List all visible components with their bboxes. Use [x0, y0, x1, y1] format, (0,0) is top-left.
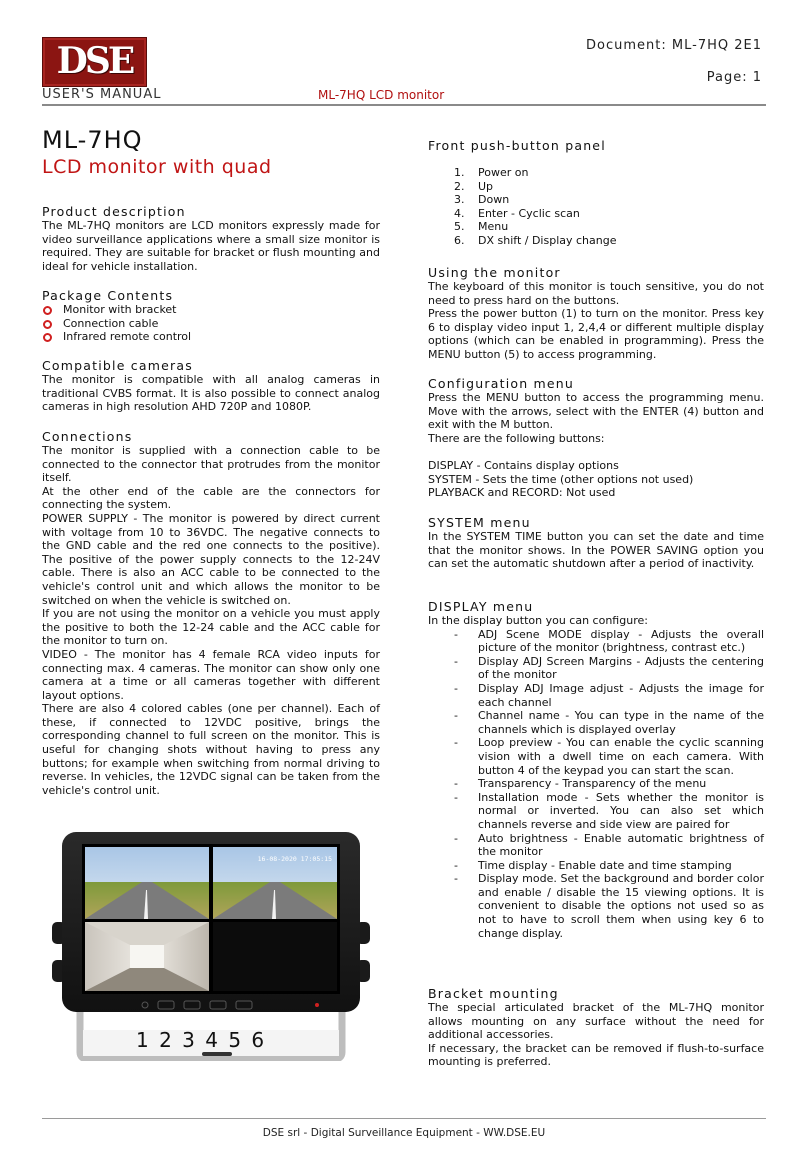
package-contents-heading: Package Contents: [42, 288, 174, 303]
connections-paragraph: At the other end of the cable are the connectors for connecting the system.: [42, 484, 380, 512]
bracket-slot: [202, 1052, 232, 1056]
using-monitor-heading: Using the monitor: [428, 265, 561, 280]
compatible-cameras-section: [42, 358, 380, 414]
list-item: - ADJ Scene MODE display - Adjusts the overall picture of the monitor (brightness, contrast etc.): [454, 627, 764, 655]
bracket-section: [428, 986, 764, 1069]
list-item: - Display mode. Set the background and border color and enable / disable the 15 viewing options. It is convenient to disable the options not used so as not to have to scroll them when using key 6 to change display.: [454, 872, 764, 940]
config-menu-section: [428, 376, 764, 500]
users-manual-label: USER'S MANUAL: [42, 87, 162, 102]
power-led-icon: [315, 1003, 319, 1007]
header-product: ML-7HQ LCD monitor: [318, 88, 445, 102]
list-item: 1. Power on: [454, 166, 529, 179]
list-item: - Display ADJ Image adjust - Adjusts the image for each channel: [454, 681, 764, 709]
connections-paragraph: POWER SUPPLY - The monitor is powered by direct current with voltage from 10 to 36VDC. The negative connects to the GND cable and the red one connects to the positive). The positive of the power supply connects to the 12-24V cable. There is also an ACC cable to be connected to the vehicle's control unit and which allows the monitor to be switched on when the vehicle is switched on.: [42, 511, 380, 607]
button-numbers: 1 2 3 4 5 6: [136, 1028, 267, 1052]
product-description-heading: Product description: [42, 204, 186, 219]
display-menu-list: [428, 628, 764, 941]
bullet-icon: [43, 320, 52, 329]
list-item: 6. DX shift / Display change: [454, 233, 617, 247]
config-option: PLAYBACK and RECORD: Not used: [428, 486, 616, 500]
bracket-paragraph: The special articulated bracket of the ML-7HQ monitor allows mounting on any surface without the need for additional accessories.: [428, 1001, 764, 1042]
footer-divider: [42, 1118, 766, 1119]
using-monitor-paragraph: The keyboard of this monitor is touch sensitive, you do not need to press hard on the buttons.: [428, 280, 764, 307]
config-option: DISPLAY - Contains display options: [428, 458, 619, 472]
screen-timestamp: 16-08-2020 17:05:15: [257, 855, 332, 863]
page-title: ML-7HQ: [42, 126, 143, 154]
display-menu-heading: DISPLAY menu: [428, 599, 534, 614]
connections-paragraph: There are also 4 colored cables (one per channel). Each of these, if connected to 12VDC positive, brings the corresponding channel to full screen on the monitor. This is useful for changing shots without having to press any buttons; for example when switching from normal driving to reverse. In vehicles, the 12VDC signal can be taken from the vehicle's control unit.: [42, 702, 380, 797]
page-number: Page: 1: [706, 70, 762, 85]
front-panel-section: [428, 138, 764, 248]
config-menu-heading: Configuration menu: [428, 376, 575, 391]
list-item: 3. Down: [454, 193, 510, 207]
list-item: - Installation mode - Sets whether the monitor is normal or inverted. You can also set which channels reverse and side view are paired for: [454, 790, 764, 831]
system-menu-text: In the SYSTEM TIME button you can set the date and time that the monitor shows. In the POWER SAVING option you can set the automatic shutdown after a period of inactivity.: [428, 530, 764, 571]
bracket-paragraph: If necessary, the bracket can be removed if flush-to-surface mounting is preferred.: [428, 1041, 764, 1069]
front-panel-list: [428, 166, 764, 248]
list-item: - Auto brightness - Enable automatic brightness of the monitor: [454, 831, 764, 859]
using-monitor-section: [428, 265, 764, 362]
document-number: Document: ML-7HQ 2E1: [586, 38, 762, 53]
package-contents-list: [42, 303, 380, 344]
list-item: 5. Menu: [454, 220, 509, 234]
monitor-illustration: [52, 830, 370, 1061]
title-block: [42, 126, 380, 178]
header-divider: [42, 104, 766, 106]
config-menu-paragraph: There are the following buttons:: [428, 431, 605, 445]
bracket-heading: Bracket mounting: [428, 986, 559, 1001]
list-item: - Channel name - You can type in the name of the channels which is displayed overlay: [454, 709, 764, 736]
list-item: - Loop preview - You can enable the cyclic scanning vision with a dwell time on each camera. With button 4 of the keypad you can start the scan.: [454, 736, 764, 777]
compatible-cameras-text: The monitor is compatible with all analog cameras in traditional CVBS format. It is also possible to connect analog cameras in high resolution AHD 720P and 1080P.: [42, 373, 380, 414]
connections-paragraph: VIDEO - The monitor has 4 female RCA video inputs for connecting max. 4 cameras. The monitor can show only one camera at a time or all cameras together with different layout options.: [42, 647, 380, 702]
list-item: - Display ADJ Screen Margins - Adjusts the centering of the monitor: [454, 654, 764, 682]
page-footer: DSE srl - Digital Surveillance Equipment - WW.DSE.EU: [262, 1127, 546, 1139]
product-description-text: The ML-7HQ monitors are LCD monitors expressly made for video surveillance applications where a small size monitor is required. They are suitable for bracket or flush mounting and ideal for vehicle installation.: [42, 219, 380, 273]
bullet-icon: [43, 306, 52, 315]
display-menu-intro: In the display button you can configure:: [428, 614, 648, 627]
system-menu-heading: SYSTEM menu: [428, 515, 531, 530]
logo-text: DSE: [56, 40, 133, 82]
page-subtitle: LCD monitor with quad: [42, 156, 272, 178]
display-menu-section: [428, 599, 764, 940]
list-item: 4. Enter - Cyclic scan: [454, 206, 580, 220]
connections-paragraph: If you are not using the monitor on a vehicle you must apply the positive to both the 12-24 cable and the ACC cable for the monitor to turn on.: [42, 607, 380, 648]
compatible-cameras-heading: Compatible cameras: [42, 358, 193, 373]
list-item: - Time display - Enable date and time stamping: [454, 858, 732, 872]
list-item: Connection cable: [42, 317, 380, 331]
front-panel-heading: Front push-button panel: [428, 138, 606, 153]
product-description-section: [42, 204, 380, 273]
package-contents-section: [42, 288, 380, 344]
list-item: Monitor with bracket: [42, 303, 380, 317]
bullet-icon: [43, 333, 52, 342]
system-menu-section: [428, 515, 764, 571]
dse-logo: [42, 37, 147, 87]
using-monitor-paragraph: Press the power button (1) to turn on the monitor. Press key 6 to display video input 1, 2,4,4 or different multiple display options (which can be enabled in programming). Press the MENU button (5) to access programming.: [428, 307, 764, 361]
config-menu-paragraph: Press the MENU button to access the programming menu. Move with the arrows, select with the ENTER (4) button and exit with the M button.: [428, 391, 764, 432]
connections-paragraph: The monitor is supplied with a connection cable to be connected to the connector that protrudes from the monitor itself.: [42, 444, 380, 485]
list-item: Infrared remote control: [42, 330, 380, 344]
connections-section: [42, 429, 380, 797]
list-item: - Transparency - Transparency of the menu: [454, 777, 707, 791]
connections-heading: Connections: [42, 429, 133, 444]
config-option: SYSTEM - Sets the time (other options not used): [428, 472, 694, 486]
list-item: 2. Up: [454, 179, 494, 193]
